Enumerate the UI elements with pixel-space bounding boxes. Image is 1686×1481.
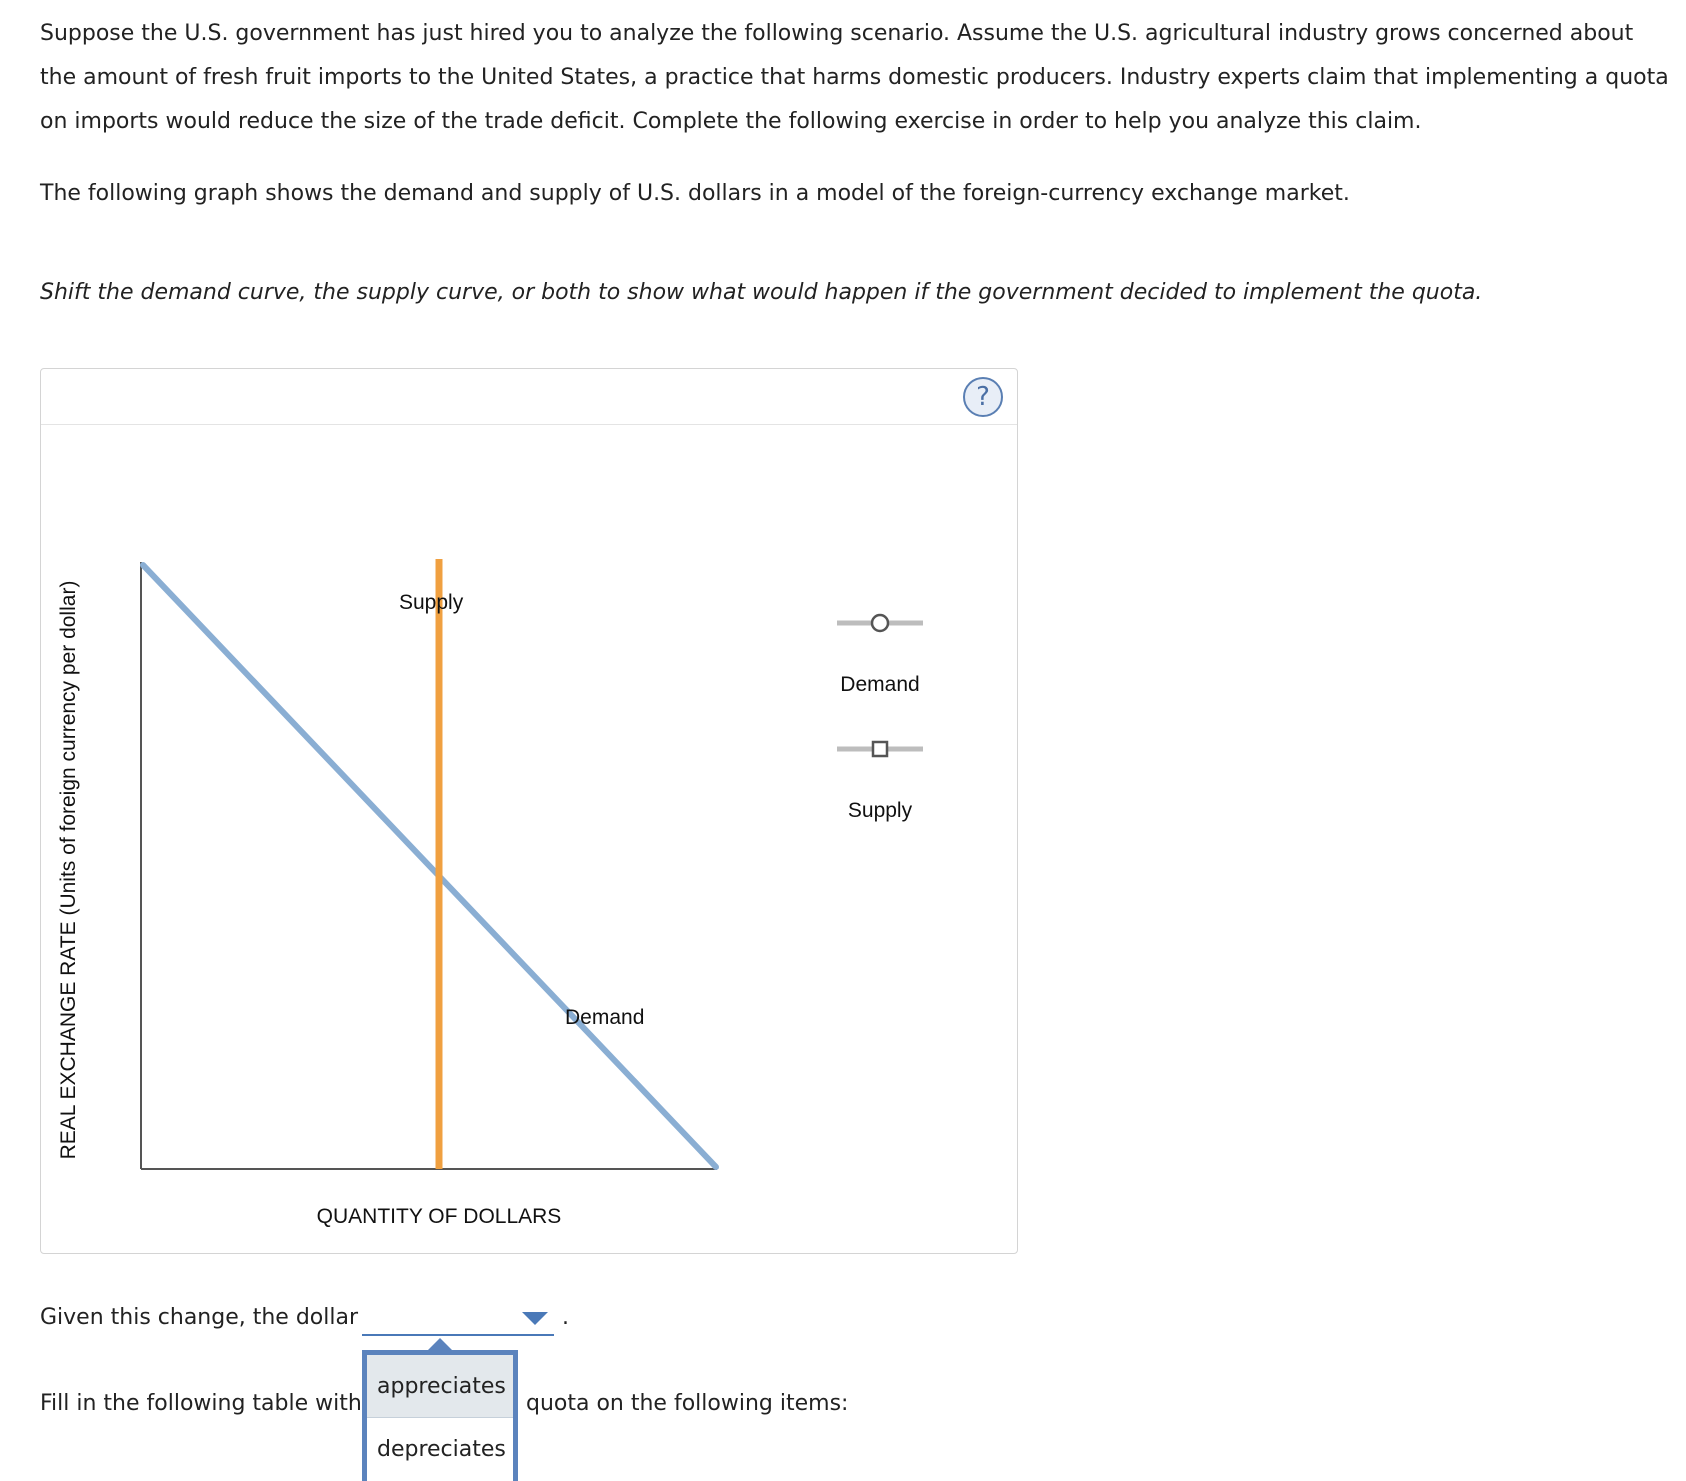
- dropdown-menu: [362, 1350, 518, 1481]
- y-axis-label: REAL EXCHANGE RATE (Units of foreign currency per dollar): [57, 580, 80, 1160]
- circle-marker-icon: [872, 615, 888, 631]
- demand-curve-label: Demand: [565, 1006, 645, 1029]
- fill-table-text-start: Fill in the following table with: [40, 1391, 362, 1416]
- graph-description: The following graph shows the demand and supply of U.S. dollars in a model of the foreign-currency exchange market.: [40, 181, 1350, 206]
- exchange-market-graph: [41, 425, 1017, 1253]
- demand-tool-label: Demand: [840, 673, 920, 696]
- dollar-change-dropdown[interactable]: [362, 1308, 554, 1336]
- intro-paragraph: Suppose the U.S. government has just hired you to analyze the following scenario. Assume the U.S. agricultural industry grows concerned about the amount of fresh fruit imports to the United States, a practice that harms domestic producers. Industry experts claim that implementing a quota on imports would reduce the size of the trade deficit. Complete the following exercise in order to help you analyze this claim.: [40, 21, 1669, 134]
- graph-panel: [40, 368, 1018, 1254]
- supply-tool[interactable]: [837, 742, 923, 756]
- x-axis-label: QUANTITY OF DOLLARS: [316, 1205, 562, 1228]
- demand-tool[interactable]: [837, 615, 923, 631]
- question-text: Given this change, the dollar: [40, 1305, 359, 1330]
- dropdown-menu-caret: [428, 1338, 452, 1350]
- help-button[interactable]: [963, 377, 1003, 417]
- dropdown-option-appreciates[interactable]: appreciates: [367, 1355, 513, 1418]
- demand-curve[interactable]: [143, 565, 716, 1167]
- dropdown-arrow-icon: [522, 1312, 548, 1325]
- instruction-text: Shift the demand curve, the supply curve, or both to show what would happen if the government decided to implement the quota.: [40, 280, 1483, 305]
- help-icon: ?: [976, 382, 990, 412]
- supply-curve-label: Supply: [399, 591, 464, 614]
- square-marker-icon: [873, 742, 887, 756]
- question-period: .: [562, 1305, 569, 1330]
- fill-table-text-end: quota on the following items:: [526, 1391, 849, 1416]
- dropdown-option-depreciates[interactable]: depreciates: [377, 1437, 506, 1462]
- graph-header: [41, 369, 1017, 425]
- supply-tool-label: Supply: [847, 799, 913, 822]
